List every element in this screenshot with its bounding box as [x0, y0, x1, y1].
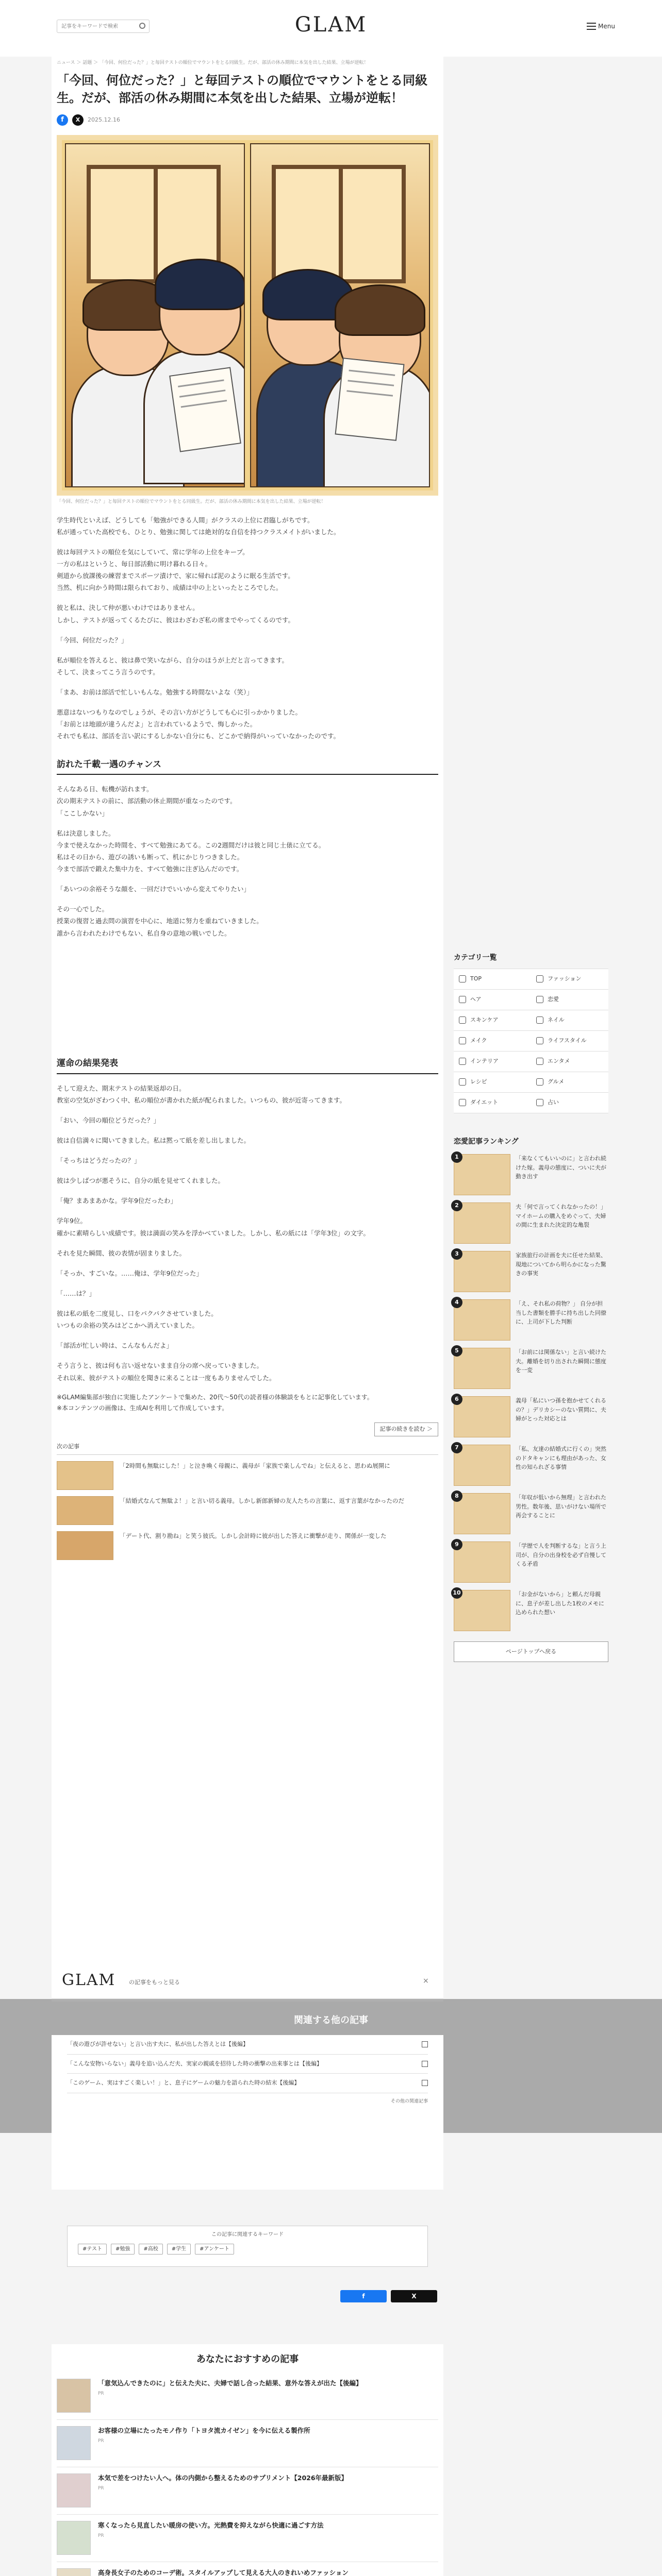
- article-date: 2025.12.16: [88, 116, 120, 123]
- x-share-button[interactable]: X: [391, 2290, 437, 2302]
- recommended-source: [98, 2485, 438, 2492]
- ranking-title-text[interactable]: 「お金がないから」と頼んだ母親に、息子が差し出した1枚のメモに込められた想い: [516, 1591, 604, 1616]
- related-more-link[interactable]: その他の関連記事: [390, 2098, 428, 2104]
- article-paragraph: 「俺？まあまあかな。学年9位だったわ」: [57, 1197, 177, 1205]
- ranking-item[interactable]: [454, 1590, 608, 1631]
- comic-panel-left: [65, 143, 245, 487]
- ranking-title-text[interactable]: 「私、友達の結婚式に行くの」突然のドタキャンにも理由があった、女性の知られざる事情: [516, 1446, 606, 1471]
- recommended-source: [98, 2438, 438, 2445]
- rank-number: 8: [451, 1490, 462, 1502]
- ranking-title-text[interactable]: 「年収が低いから無理」と言われた男性。数年後、思いがけない場所で再会することに: [516, 1494, 606, 1519]
- recommended-body: [98, 2568, 438, 2576]
- tags-heading: この記事に関連するキーワード: [211, 2232, 284, 2238]
- facebook-share-icon[interactable]: f: [57, 114, 68, 126]
- breadcrumb[interactable]: ニュース ＞ 話題 ＞ 「今回、何位だった？」と毎回テストの順位でマウントをとる同級生。だが、部活の休み期間に本気を出した結果、立場が逆転！: [57, 60, 369, 65]
- category-item[interactable]: [454, 1072, 531, 1093]
- related-item-title[interactable]: 「このゲーム、実はすごく楽しい！」と、息子にゲームの魅力を語られた時の結末【後編】: [67, 2079, 300, 2086]
- category-item[interactable]: [531, 1072, 608, 1093]
- category-item[interactable]: [531, 1052, 608, 1072]
- category-icon: [459, 1078, 466, 1086]
- category-icon: [459, 996, 466, 1003]
- recommended-thumbnail[interactable]: [57, 2568, 91, 2576]
- rank-number: 9: [451, 1539, 462, 1550]
- category-icon: [459, 975, 466, 982]
- next-article[interactable]: [57, 1496, 438, 1525]
- related-item-title[interactable]: 「夜の遊びが許せない」と言い出す夫に、私が出した答えとは【後編】: [67, 2041, 249, 2047]
- category-item[interactable]: [454, 1031, 531, 1052]
- recommended-title: あなたにおすすめの記事: [196, 2354, 299, 2365]
- recommended-item[interactable]: [57, 2372, 438, 2420]
- category-grid: [454, 969, 608, 1113]
- rank-number: 2: [451, 1200, 462, 1211]
- article-thumbnail[interactable]: [57, 1496, 113, 1525]
- recommended-item-title[interactable]: お客様の立場にたったモノ作り「トヨタ流カイゼン」を今に伝える製作所: [98, 2427, 310, 2435]
- category-label[interactable]: ヘア: [470, 995, 482, 1003]
- banner-logo[interactable]: GLAM: [62, 1971, 116, 1989]
- recommended-item[interactable]: [57, 2420, 438, 2467]
- category-label[interactable]: ダイエット: [470, 1098, 499, 1106]
- ranking-item[interactable]: [454, 1348, 608, 1389]
- ranking-item[interactable]: [454, 1541, 608, 1583]
- article-paragraph: 「今回、何位だった？」: [57, 636, 128, 644]
- ranking-thumbnail[interactable]: [454, 1251, 510, 1292]
- next-page-link[interactable]: 記事の続きを読む ＞: [374, 1422, 439, 1436]
- article-paragraph: 彼は毎回テストの順位を気にしていて、常に学年の上位をキープ。 一方の私はというと、毎日部活動に明け暮れる日々。 剣道から放課後の練習までスポーツ漬けで、家に帰れば泥のように眠る生活です。 当然、机に向かう時間は限られており、成績は中の上といったところでした。: [57, 548, 294, 592]
- category-item[interactable]: [531, 990, 608, 1010]
- next-article[interactable]: [57, 1461, 438, 1490]
- external-link-icon[interactable]: [422, 2041, 428, 2047]
- recommended-thumbnail[interactable]: [57, 2379, 91, 2413]
- article-paragraph: 私が順位を答えると、彼は鼻で笑いながら、自分のほうが上だと言ってきます。 そして、決まってこう言うのです。: [57, 656, 289, 676]
- close-icon[interactable]: ×: [423, 1977, 429, 1985]
- article-paragraph: そして迎えた、期末テストの結果返却の日。 教室の空気がざわつく中、私の順位が書かれた紙が配られました。いつもの、彼が近寄ってきます。: [57, 1084, 346, 1104]
- category-label[interactable]: メイク: [470, 1037, 487, 1044]
- article-paragraph: 「部活が忙しい時は、こんなもんだよ」: [57, 1342, 173, 1350]
- test-paper: [335, 358, 404, 441]
- related-item[interactable]: [67, 2074, 428, 2093]
- tag-chip[interactable]: #高校: [139, 2244, 162, 2255]
- category-label[interactable]: 恋愛: [548, 995, 559, 1003]
- pager: [57, 1422, 438, 1436]
- tag-chip[interactable]: #テスト: [78, 2244, 107, 2255]
- article-thumbnail[interactable]: [57, 1531, 113, 1560]
- ranking-thumbnail[interactable]: [454, 1493, 510, 1534]
- category-item[interactable]: [531, 1010, 608, 1031]
- menu-label[interactable]: Menu: [598, 23, 615, 30]
- category-item[interactable]: [454, 990, 531, 1010]
- ranking-title-text[interactable]: 夫「何で言ってくれなかったの！」マイホームの購入をめぐって、夫婦の間に生まれた決定的な亀裂: [516, 1204, 606, 1229]
- recommended-body: [98, 2521, 438, 2555]
- article-paragraph: 「そっちはどうだったの？」: [57, 1157, 141, 1165]
- category-item[interactable]: [531, 1093, 608, 1113]
- next-article-title[interactable]: 「結婚式なんて無駄よ！」と言い切る義母。しかし新郎新婦の友人たちの言葉に、返す言葉がなかったのだ: [120, 1497, 404, 1504]
- article-paragraph: そう言うと、彼は何も言い返せないまま自分の席へ戻っていきました。 それ以来、彼がテストの順位を聞きに来ることは一度もありませんでした。: [57, 1362, 276, 1382]
- x-share-icon[interactable]: X: [72, 114, 84, 126]
- recommended-body: [98, 2379, 438, 2413]
- recommended-body: [98, 2426, 438, 2461]
- category-icon: [536, 996, 543, 1003]
- category-item[interactable]: [454, 1010, 531, 1031]
- article-paragraph: 彼は少しばつが悪そうに、自分の紙を見せてくれました。: [57, 1177, 225, 1185]
- article-paragraph: 彼と私は、決して仲が悪いわけではありません。 しかし、テストが返ってくるたびに、彼はわざわざ私の席までやってくるのです。: [57, 604, 295, 624]
- recommended-source: [98, 2533, 438, 2539]
- ranking-thumbnail[interactable]: [454, 1299, 510, 1341]
- category-label[interactable]: グルメ: [548, 1078, 565, 1085]
- recommended-item-title[interactable]: 寒くなったら見直したい暖房の使い方。光熱費を抑えながら快適に過ごす方法: [98, 2521, 324, 2530]
- share-row: [340, 2290, 437, 2302]
- recommended-item[interactable]: [57, 2467, 438, 2515]
- ranking-item[interactable]: [454, 1251, 608, 1292]
- next-article-title[interactable]: 「デート代、割り勘ね」と笑う彼氏。しかし会計時に彼が出した答えに衝撃が走り、関係が一変した: [120, 1532, 387, 1539]
- category-item[interactable]: [531, 969, 608, 990]
- article-paragraph: 彼は自信満々に聞いてきました。私は黙って紙を差し出しました。: [57, 1136, 251, 1144]
- recommended-body: [98, 2473, 438, 2508]
- site-logo[interactable]: GLAM: [294, 13, 368, 37]
- source-label: PR: [98, 2438, 104, 2444]
- sidebar: [454, 953, 608, 1662]
- rank-number: 5: [451, 1345, 462, 1357]
- category-icon: [459, 1016, 466, 1024]
- site-header: [0, 0, 662, 57]
- tag-chip[interactable]: #アンケート: [195, 2244, 234, 2255]
- article-paragraph: 「……は？」: [57, 1289, 96, 1297]
- ranking-item[interactable]: [454, 1202, 608, 1244]
- rank-number: 10: [451, 1587, 462, 1599]
- ranking-item[interactable]: [454, 1445, 608, 1486]
- ranking-item[interactable]: [454, 1493, 608, 1534]
- ranking-thumbnail[interactable]: [454, 1154, 510, 1195]
- article-meta: [57, 114, 438, 126]
- recommended-item-title[interactable]: 本気で差をつけたい人へ。体の内側から整えるためのサプリメント【2026年最新版】: [98, 2474, 348, 2482]
- section-heading: 運命の結果発表: [57, 1058, 438, 1074]
- source-label: PR: [98, 2533, 104, 2538]
- ranking-title-text[interactable]: 「え、それ私の荷物？」 自分が担当した書類を勝手に持ち出した同僚に、上司が下した判断: [516, 1300, 606, 1326]
- page-top-button[interactable]: ページトップへ戻る: [454, 1641, 608, 1662]
- category-item[interactable]: [531, 1031, 608, 1052]
- category-icon: [536, 1058, 543, 1065]
- ranking-title: 恋愛記事ランキング: [454, 1137, 519, 1146]
- category-label[interactable]: ライフスタイル: [548, 1037, 587, 1044]
- source-label: PR: [98, 2485, 104, 2491]
- category-label[interactable]: 占い: [548, 1098, 559, 1106]
- recommended-thumbnail[interactable]: [57, 2426, 91, 2460]
- category-icon: [536, 975, 543, 982]
- article-thumbnail[interactable]: [57, 1461, 113, 1490]
- tag-list: [78, 2244, 417, 2255]
- article-paragraph: そんなある日、転機が訪れます。 次の期末テストの前に、部活動の休止期間が重なったのです。 「ここしかない」: [57, 785, 237, 817]
- category-label[interactable]: レシピ: [470, 1078, 487, 1085]
- recommended-item-title[interactable]: 「意気込んできたのに」と伝えた夫に、夫婦で話し合った結果、意外な答えが出た【後編】: [98, 2379, 362, 2387]
- ranking-item[interactable]: [454, 1396, 608, 1437]
- recommended-item[interactable]: [57, 2562, 438, 2576]
- category-icon: [459, 1037, 466, 1044]
- recommended-list: [57, 2372, 438, 2576]
- facebook-share-button[interactable]: f: [340, 2290, 387, 2302]
- boy-figure: [155, 259, 245, 310]
- article-paragraph: 「まあ、お前は部活で忙しいもんな。勉強する時間ないよな（笑）」: [57, 688, 253, 697]
- ranking-thumbnail[interactable]: [454, 1541, 510, 1583]
- article-card: [52, 57, 443, 2002]
- tag-chip[interactable]: #学生: [167, 2244, 191, 2255]
- ranking-title-text[interactable]: 「お前には関係ない」と言い続けた夫。離婚を切り出された瞬間に態度を一変: [516, 1349, 606, 1374]
- related-articles: [52, 2035, 443, 2190]
- recommended-item[interactable]: [57, 2515, 438, 2562]
- article-paragraph: 学年9位。 確かに素晴らしい成績です。彼は満面の笑みを浮かべていました。しかし、私の紙には「学年3位」の文字。: [57, 1217, 370, 1237]
- ranking-thumbnail[interactable]: [454, 1396, 510, 1437]
- category-icon: [536, 1078, 543, 1086]
- rank-number: 7: [451, 1442, 462, 1453]
- window-illustration: [272, 165, 406, 283]
- keyword-tags: [67, 2226, 428, 2267]
- source-label: PR: [98, 2391, 104, 2396]
- boy-figure: [335, 284, 425, 336]
- external-link-icon[interactable]: [422, 2061, 428, 2067]
- ranking-item[interactable]: [454, 1299, 608, 1341]
- article-paragraph: 「そっか、すごいな。……俺は、学年9位だった」: [57, 1269, 203, 1277]
- category-icon: [459, 1058, 466, 1065]
- article-paragraph: それを見た瞬間、彼の表情が固まりました。: [57, 1249, 186, 1257]
- external-link-icon[interactable]: [422, 2080, 428, 2086]
- category-icon: [536, 1037, 543, 1044]
- related-item[interactable]: [67, 2035, 428, 2055]
- category-icon: [459, 1099, 466, 1106]
- article-paragraph: 「おい、今回の順位どうだった？」: [57, 1116, 160, 1124]
- tag-chip[interactable]: #勉強: [111, 2244, 135, 2255]
- recommended-thumbnail[interactable]: [57, 2473, 91, 2507]
- recommended-item-title[interactable]: 高身長女子のためのコーデ術。スタイルアップして見える大人のきれいめファッション: [98, 2569, 349, 2576]
- category-label[interactable]: エンタメ: [548, 1057, 570, 1064]
- hero-illustration: [57, 135, 438, 496]
- category-item[interactable]: [454, 1093, 531, 1113]
- ranking-thumbnail[interactable]: [454, 1445, 510, 1486]
- related-heading: 関連する他の記事: [294, 2015, 368, 2026]
- article-paragraph: 悪意はないつもりなのでしょうが、その言い方がどうしても心に引っかかりました。 「お前とは地頭が違うんだよ」と言われているようで、悔しかった。 それでも私は、部活を言い訳にするしかない自分にも、どこかで納得がいっていなかったのです。: [57, 708, 340, 740]
- related-item[interactable]: [67, 2055, 428, 2074]
- comic-panel-right: [250, 143, 430, 487]
- categories-title: カテゴリ一覧: [454, 954, 497, 962]
- category-label[interactable]: インテリア: [470, 1057, 499, 1064]
- ranking-thumbnail[interactable]: [454, 1590, 510, 1631]
- recommended-source: [98, 2391, 438, 2397]
- section-heading: 訪れた千載一遇のチャンス: [57, 759, 438, 775]
- category-label[interactable]: TOP: [470, 975, 482, 982]
- ranking-title-text[interactable]: 「学歴で人を判断するな」と言う上司が、自分の出身校を必ず自慢してくる矛盾: [516, 1543, 606, 1568]
- recommended-section: [52, 2344, 443, 2576]
- ranking-title-text[interactable]: 「来なくてもいいのに」と言われ続けた嫁。義母の態度に、ついに夫が動き出す: [516, 1155, 606, 1180]
- rank-number: 4: [451, 1297, 462, 1308]
- category-item[interactable]: [454, 969, 531, 990]
- ranking-thumbnail[interactable]: [454, 1348, 510, 1389]
- banner-subtitle[interactable]: の記事をもっと見る: [129, 1979, 180, 1986]
- rank-number: 1: [451, 1151, 462, 1163]
- article-paragraph: 「あいつの余裕そうな顔を、一回だけでいいから変えてやりたい」: [57, 885, 251, 893]
- ranking-item[interactable]: [454, 1154, 608, 1195]
- category-label[interactable]: スキンケア: [470, 1016, 499, 1023]
- rank-number: 6: [451, 1394, 462, 1405]
- recommended-thumbnail[interactable]: [57, 2521, 91, 2555]
- article-note: ※GLAM編集部が独自に実施したアンケートで集めた、20代〜50代の読者様の体験談をもとに記事化しています。 ※本コンテンツの画像は、生成AIを利用して作成しています。: [57, 1393, 373, 1412]
- category-item[interactable]: [454, 1052, 531, 1072]
- article-paragraph: 彼は私の紙を二度見し、口をパクパクさせていました。 いつもの余裕の笑みはどこかへ消えていました。: [57, 1310, 218, 1330]
- test-paper: [169, 367, 241, 452]
- category-label[interactable]: ネイル: [548, 1016, 565, 1023]
- category-label[interactable]: ファッション: [548, 975, 582, 982]
- article-title: 「今回、何位だった？」と毎回テストの順位でマウントをとる同級生。だが、部活の休み期間に本気を出した結果、立場が逆転！: [57, 73, 428, 106]
- article-paragraph: その一心でした。 授業の復習と過去問の演習を中心に、地道に努力を重ねていきました。 誰から言われたわけでもない、私自身の意地の戦いでした。: [57, 905, 263, 937]
- next-article[interactable]: [57, 1531, 438, 1560]
- rank-number: 3: [451, 1248, 462, 1260]
- ranking-thumbnail[interactable]: [454, 1202, 510, 1244]
- ranking-title-text[interactable]: 義母「私にいつ孫を抱かせてくれるの？」デリカシーのない質問に、夫婦がとった対応とは: [516, 1397, 606, 1422]
- image-caption: 「今回、何位だった？」と毎回テストの順位でマウントをとる同級生。だが、部活の休み期間に本気を出した結果、立場が逆転！: [57, 499, 326, 505]
- next-articles-heading: 次の記事: [57, 1442, 438, 1455]
- category-icon: [536, 1099, 543, 1106]
- category-icon: [536, 1016, 543, 1024]
- glam-banner: [52, 1963, 443, 1999]
- article-paragraph: 学生時代といえば、どうしても「勉強ができる人間」がクラスの上位に君臨しがちです。 私が通っていた高校でも、ひとり、勉強に関しては絶対的な自信を持つクラスメイトがいました。: [57, 516, 340, 536]
- article-paragraph: 私は決意しました。 今まで使えなかった時間を、すべて勉強にあてる。この2週間だけは彼と同じ土俵に立てる。 私はその日から、遊びの誘いも断って、机にかじりつきました。 今まで部活で鍛えた集中力を、すべて勉強に注ぎ込んだのです。: [57, 829, 325, 873]
- ranking-title-text[interactable]: 家族旅行の計画を夫に任せた結果、現地についてから明らかになった驚きの事実: [516, 1252, 606, 1277]
- related-item-title[interactable]: 「こんな安物いらない」義母を追い込んだ夫、実家の親戚を招待した時の衝撃の出来事とは【後編】: [67, 2060, 322, 2067]
- next-article-title[interactable]: 「2時間も無駄にした！」と泣き喚く母親に、義母が「家族で楽しんでね」と伝えると、思わぬ展開に: [120, 1462, 390, 1469]
- menu-icon[interactable]: [587, 23, 596, 30]
